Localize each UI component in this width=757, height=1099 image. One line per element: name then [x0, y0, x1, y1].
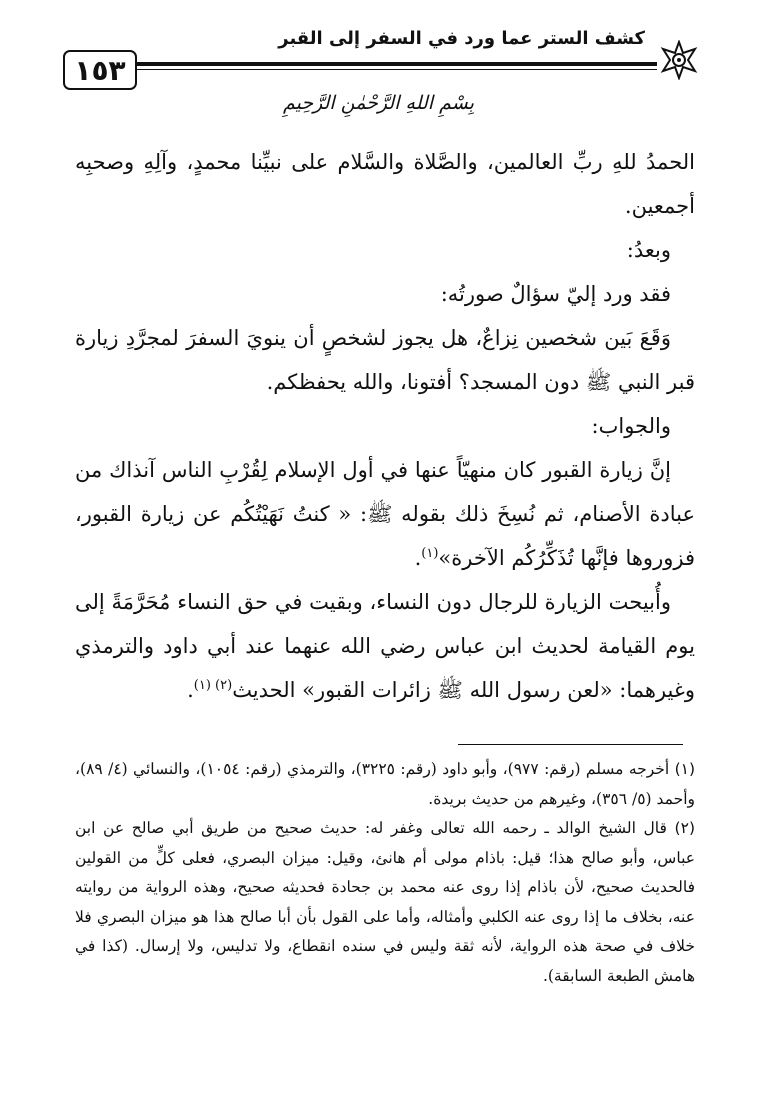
star-ornament-icon — [659, 40, 699, 80]
basmala: بِسْمِ اللهِ الرَّحْمٰنِ الرَّحِيمِ — [283, 92, 474, 114]
header-rule-thin — [133, 69, 657, 70]
footnote-2-text: قال الشيخ الوالد ـ رحمه الله تعالى وغفر له: حديث صحيح من طريق أبي صالح عن ابن عباس، وأبو صالح هذا؛ قيل: باذام مولى أم هانئ، وقيل: ميزان البصري، فعلى كلٍّ من القولين فالحديث صحيح، لأن باذام إذا روى عنه محمد بن جحادة فحديثه صحيح، وهذه الرواية من روايته عنه، بخلاف ما إذا روى عنه الكلبي وأمثاله، وأما على القول بأن أبا صالح هذا هو ميزان البصري فلا خلاف في صحة هذه الرواية، لأنه ثقة وليس في سنده انقطاع، ولا تدليس، ولا إرسال. (كذا في هامش الطبعة السابقة). — [75, 819, 695, 985]
paragraph-answer-2-text: وأُبيحت الزيارة للرجال دون النساء، وبقيت في حق النساء مُحَرَّمَةً إلى يوم القيامة لحديث ابن عباس رضي الله عنهما عند أبي داود والترمذي وغيرهما: «لعن رسول الله ﷺ زائرات القبور» الحديث — [75, 590, 695, 702]
footnotes — [75, 755, 695, 991]
footnote-2-number: (٢) — [674, 819, 695, 837]
paragraph-question: وَقَعَ بَين شخصين نِزاعٌ، هل يجوز لشخصٍ أن ينويَ السفرَ لمجرَّدِ زيارة قبر النبي ﷺ دون المسجد؟ أفتونا، والله يحفظكم. — [75, 326, 695, 394]
paragraph-answer-label: والجواب: — [591, 414, 671, 438]
paragraph-answer-2-end: . — [187, 678, 194, 702]
footnote-1-text: أخرجه مسلم (رقم: ٩٧٧)، وأبو داود (رقم: ٣٢٢٥)، والترمذي (رقم: ١٠٥٤)، والنسائي (٤/ ٨٩)، وأحمد (٥/ ٣٥٦)، وغيرهم من حديث بريدة. — [75, 760, 695, 808]
paragraph-answer-1-end: . — [414, 546, 422, 570]
header-rule — [133, 62, 657, 66]
footnote-ref-1[interactable]: (١) — [421, 546, 439, 561]
running-title: كشف الستر عما ورد في السفر إلى القبر — [278, 28, 645, 49]
paragraph-opening: الحمدُ للهِ ربِّ العالمين، والصَّلاة والسَّلام على نبيِّنا محمدٍ، وآلِهِ وصحبِه أجمعين. — [75, 150, 695, 218]
body-text — [75, 140, 695, 712]
footnote-1 — [75, 755, 695, 814]
paragraph-question-intro: فقد ورد إليّ سؤالٌ صورتُه: — [440, 282, 671, 306]
paragraph-answer-1-text: إنَّ زيارة القبور كان منهيّاً عنها في أول الإسلام لِقُرْبِ الناس آنذاك من عبادة الأصنام، ثم نُسِخَ ذلك بقوله ﷺ: « كنتُ نَهَيْتُكُم عن زيارة القبور، فزوروها فإنَّها تُذَكِّرُكُم الآخرة» — [75, 458, 695, 570]
paragraph-transition: وبعدُ: — [626, 238, 671, 262]
footnote-separator — [458, 744, 683, 745]
paragraph-answer-2 — [75, 580, 695, 712]
page-number: ١٥٣ — [63, 50, 137, 90]
footnote-ref-2[interactable]: (٢) (١) — [193, 678, 233, 693]
paragraph-answer-1 — [75, 448, 695, 580]
footnote-1-number: (١) — [674, 760, 696, 778]
footnote-2 — [75, 814, 695, 991]
